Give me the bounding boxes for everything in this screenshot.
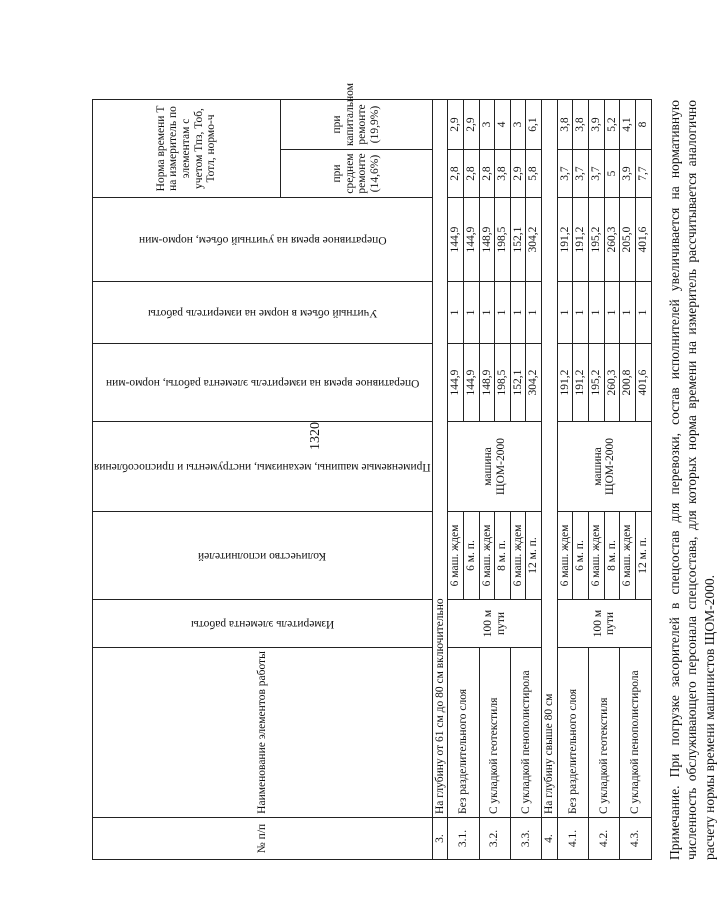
workers-cell: 6 м. п. — [573, 512, 589, 600]
norm-cap-cell: 2,9 — [463, 99, 479, 149]
norm-cap-cell: 3 — [479, 99, 495, 149]
header-count: Учитный объем в норме на измеритель работы — [93, 282, 433, 344]
norm-cap-cell: 4,1 — [620, 99, 636, 149]
row-num: 3.3. — [510, 818, 541, 860]
op-total-cell: 195,2 — [589, 198, 605, 282]
row-name: Без разделительного слоя — [448, 648, 479, 818]
workers-cell: 6 маш. ждем — [620, 512, 636, 600]
op-total-cell: 198,5 — [495, 198, 511, 282]
row-name: Без разделительного слоя — [557, 648, 588, 818]
meter-cell: 100 м пути — [557, 600, 651, 648]
row-name: С укладкой пенополистирола — [510, 648, 541, 818]
header-meter: Измеритель элемента работы — [93, 600, 433, 648]
norm-mid-cell: 7,7 — [635, 150, 651, 198]
count-cell: 1 — [604, 282, 620, 344]
workers-cell: 8 м. п. — [495, 512, 511, 600]
row-num: 4.3. — [620, 818, 651, 860]
op-total-cell: 191,2 — [573, 198, 589, 282]
norm-mid-cell: 3,7 — [573, 150, 589, 198]
norm-cap-cell: 3,8 — [557, 99, 573, 149]
section-num: 3. — [432, 818, 448, 860]
op-total-cell: 191,2 — [557, 198, 573, 282]
norm-cap-cell: 3,9 — [589, 99, 605, 149]
machines-cell: машина ЩОМ-2000 — [557, 422, 651, 512]
norm-mid-cell: 2,9 — [510, 150, 526, 198]
count-cell: 1 — [620, 282, 636, 344]
header-workers: Количество исполнителей — [93, 512, 433, 600]
norm-cap-cell: 8 — [635, 99, 651, 149]
header-num: № п/п — [93, 818, 433, 860]
norm-cap-cell: 5,2 — [604, 99, 620, 149]
norm-mid-cell: 5,8 — [526, 150, 542, 198]
op-time-cell: 144,9 — [463, 344, 479, 422]
workers-cell: 8 м. п. — [604, 512, 620, 600]
count-cell: 1 — [463, 282, 479, 344]
count-cell: 1 — [526, 282, 542, 344]
op-total-cell: 260,3 — [604, 198, 620, 282]
count-cell: 1 — [479, 282, 495, 344]
header-norm-group: Норма времени Т на измеритель по элементам с учетом Тпз, Тоб, Тотл, нормо-ч — [93, 99, 281, 197]
row-name: С укладкой геотекстиля — [589, 648, 620, 818]
count-cell: 1 — [635, 282, 651, 344]
op-time-cell: 144,9 — [448, 344, 464, 422]
op-total-cell: 144,9 — [448, 198, 464, 282]
norm-cap-cell: 4 — [495, 99, 511, 149]
workers-cell: 12 м. п. — [526, 512, 542, 600]
workers-cell: 6 м. п. — [463, 512, 479, 600]
page-number: 1320 — [308, 422, 323, 450]
op-time-cell: 260,3 — [604, 344, 620, 422]
op-total-cell: 148,9 — [479, 198, 495, 282]
machines-cell: машина ЩОМ-2000 — [448, 422, 542, 512]
norm-mid-cell: 5 — [604, 150, 620, 198]
op-time-cell: 195,2 — [589, 344, 605, 422]
op-total-cell: 401,6 — [635, 198, 651, 282]
norm-cap-cell: 6,1 — [526, 99, 542, 149]
norm-mid-cell: 3,7 — [557, 150, 573, 198]
meter-cell: 100 м пути — [448, 600, 542, 648]
workers-cell: 6 маш. ждем — [589, 512, 605, 600]
op-time-cell: 152,1 — [510, 344, 526, 422]
row-name: С укладкой геотекстиля — [479, 648, 510, 818]
op-total-cell: 205,0 — [620, 198, 636, 282]
rotated-document — [92, 83, 717, 860]
norm-mid-cell: 3,7 — [589, 150, 605, 198]
footnote: Примечание. При погрузке засорителей в спецсостав для перевозки, состав исполнителей увеличивается на нормативную численность обслуживающего персонала спецсостава, для которых норма времени на измеритель рассчитывается аналогично расчету нормы времени машинистов ЩОМ-2000. — [666, 100, 717, 860]
norms-table — [92, 83, 652, 860]
row-num: 3.1. — [448, 818, 479, 860]
header-op-total: Оперативное время на учитный объем, нормо-мин — [93, 198, 433, 282]
norm-mid-cell: 2,8 — [463, 150, 479, 198]
op-time-cell: 148,9 — [479, 344, 495, 422]
op-total-cell: 304,2 — [526, 198, 542, 282]
header-machines: Применяемые машины, механизмы, инструменты и приспособления — [93, 422, 433, 512]
section-num: 4. — [542, 818, 558, 860]
op-time-cell: 200,8 — [620, 344, 636, 422]
count-cell: 1 — [557, 282, 573, 344]
op-time-cell: 304,2 — [526, 344, 542, 422]
count-cell: 1 — [510, 282, 526, 344]
header-name: Наименование элементов работы — [93, 648, 433, 818]
norm-cap-cell: 2,9 — [448, 99, 464, 149]
count-cell: 1 — [589, 282, 605, 344]
section-title: На глубину свыше 80 см — [542, 99, 558, 817]
table-body — [432, 99, 651, 859]
table-row — [557, 99, 573, 859]
row-name: С укладкой пенополистирола — [620, 648, 651, 818]
op-time-cell: 198,5 — [495, 344, 511, 422]
header-norm-cap: при капитальном ремонте (19,9%) — [280, 99, 432, 149]
op-total-cell: 144,9 — [463, 198, 479, 282]
table-row — [448, 99, 464, 859]
count-cell: 1 — [573, 282, 589, 344]
norm-mid-cell: 3,8 — [495, 150, 511, 198]
op-time-cell: 401,6 — [635, 344, 651, 422]
norm-cap-cell: 3 — [510, 99, 526, 149]
section-title: На глубину от 61 см до 80 см включительно — [432, 99, 448, 817]
norm-mid-cell: 3,9 — [620, 150, 636, 198]
workers-cell: 6 маш. ждем — [479, 512, 495, 600]
header-norm-mid: при среднем ремонте (14,6%) — [280, 150, 432, 198]
count-cell: 1 — [495, 282, 511, 344]
norm-cap-cell: 3,8 — [573, 99, 589, 149]
norm-mid-cell: 2,8 — [479, 150, 495, 198]
op-time-cell: 191,2 — [557, 344, 573, 422]
row-num: 4.2. — [589, 818, 620, 860]
count-cell: 1 — [448, 282, 464, 344]
row-num: 3.2. — [479, 818, 510, 860]
row-num: 4.1. — [557, 818, 588, 860]
op-total-cell: 152,1 — [510, 198, 526, 282]
workers-cell: 12 м. п. — [635, 512, 651, 600]
section-row — [432, 99, 448, 859]
workers-cell: 6 маш. ждем — [448, 512, 464, 600]
section-row — [542, 99, 558, 859]
norm-mid-cell: 2,8 — [448, 150, 464, 198]
header-op-time: Оперативное время на измеритель элемента работы, нормо-мин — [93, 344, 433, 422]
workers-cell: 6 маш. ждем — [557, 512, 573, 600]
workers-cell: 6 маш. ждем — [510, 512, 526, 600]
op-time-cell: 191,2 — [573, 344, 589, 422]
